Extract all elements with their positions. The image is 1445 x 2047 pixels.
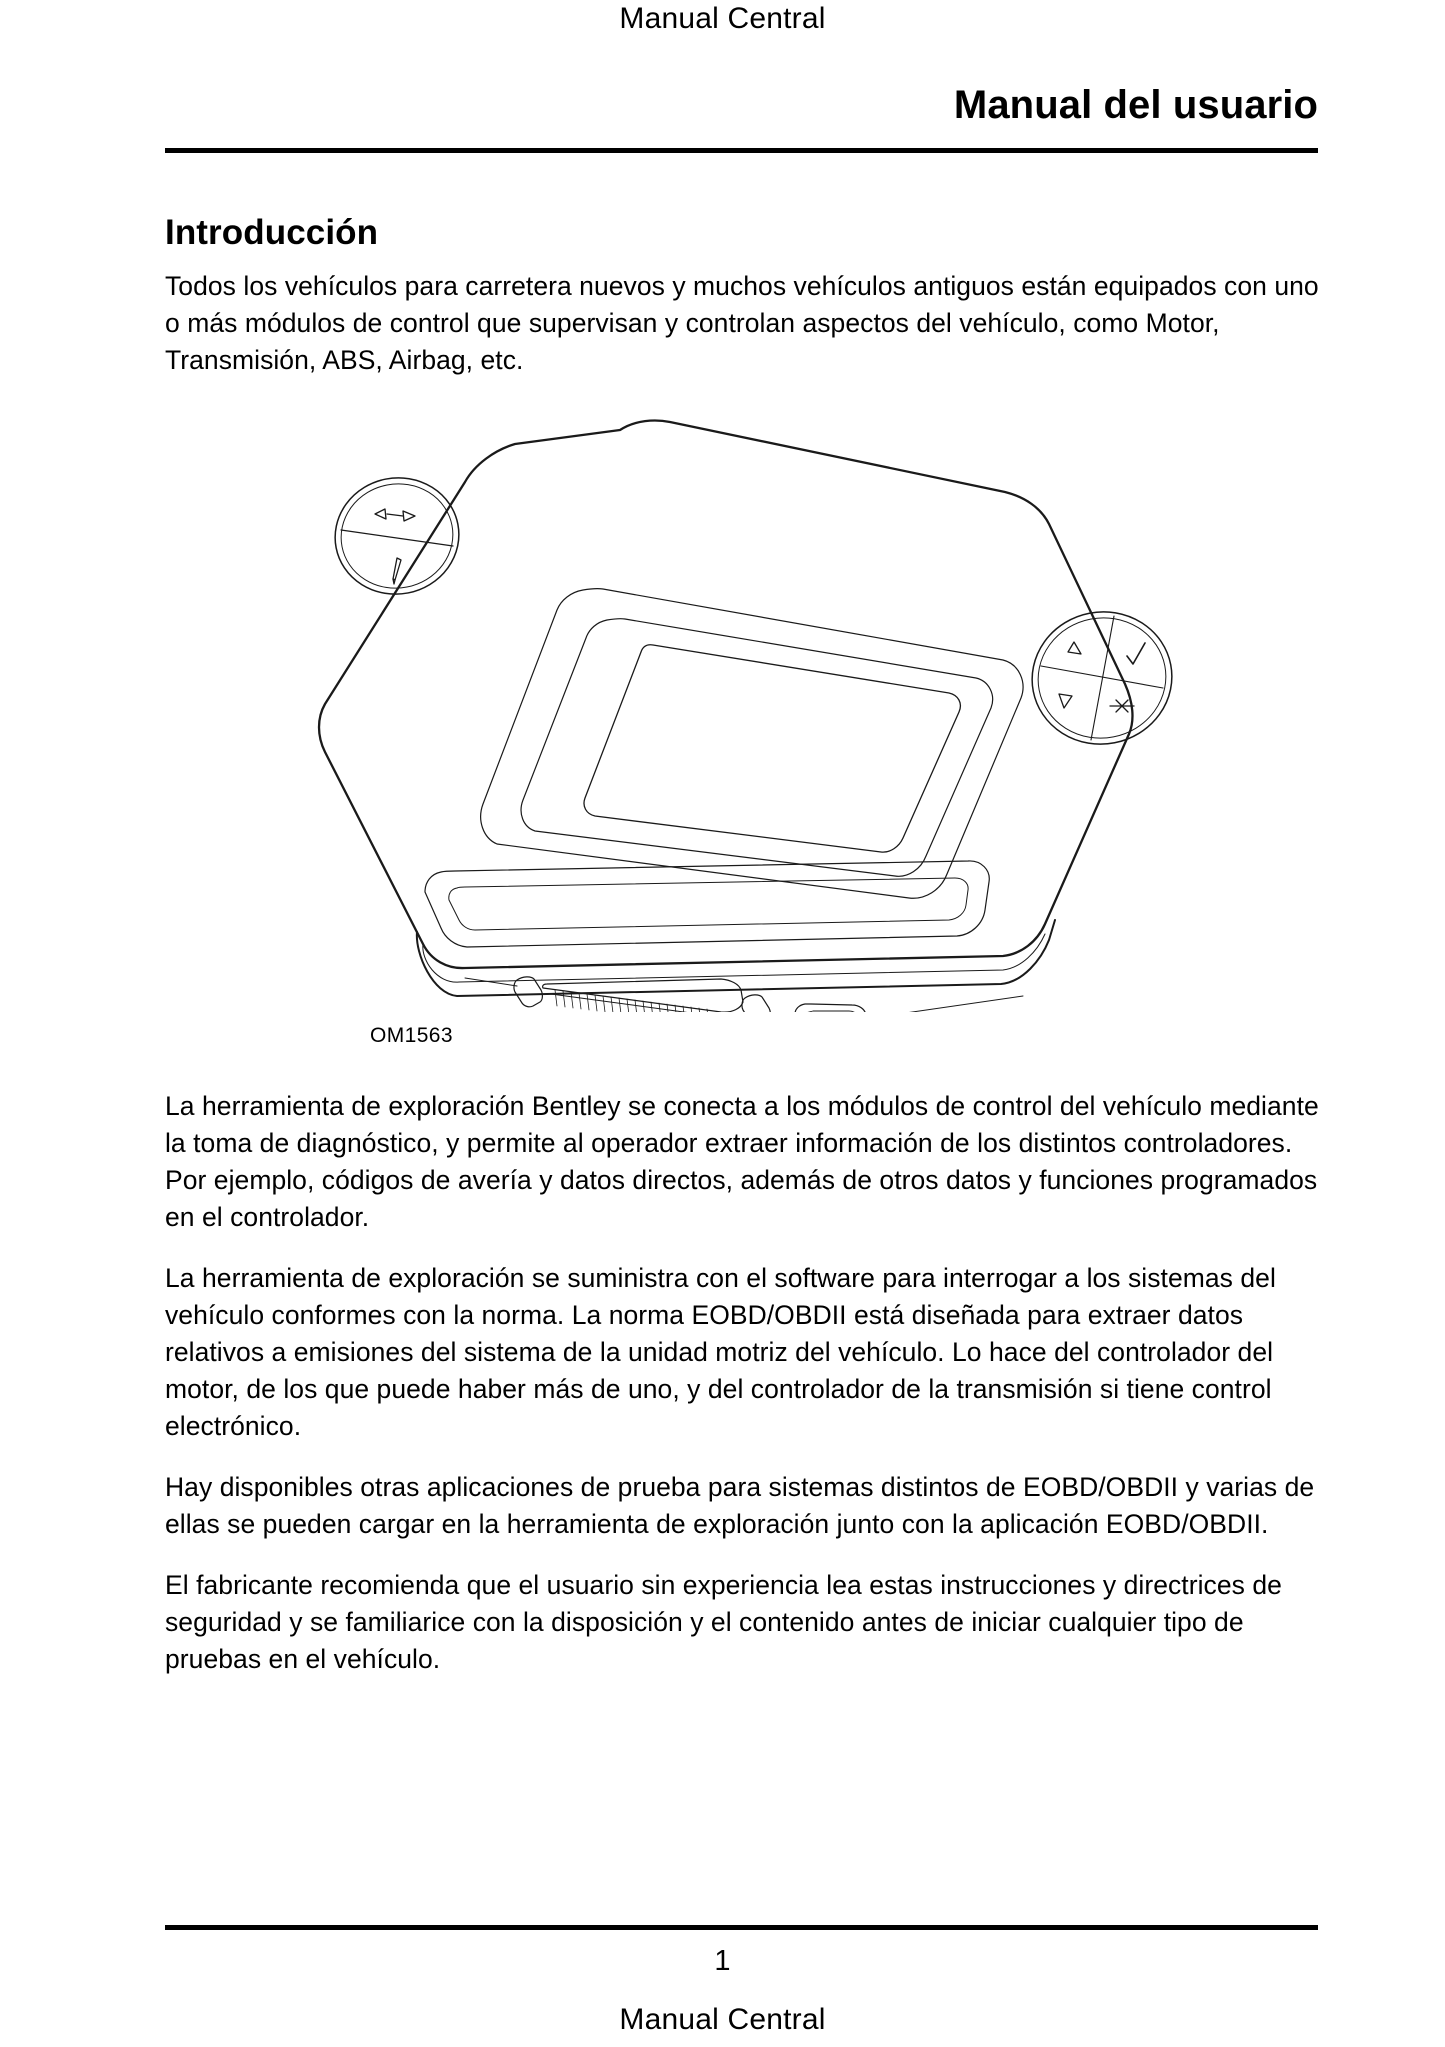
- running-foot: Manual Central: [619, 2003, 826, 2036]
- header-divider: [165, 148, 1318, 153]
- section-title: Introducción: [165, 213, 379, 252]
- figure-caption: OM1563: [370, 1024, 453, 1047]
- down-arrow-icon: [1059, 694, 1072, 708]
- up-arrow-icon: [1068, 642, 1081, 654]
- stylus-icon: [393, 558, 401, 584]
- left-right-arrows-icon: [375, 509, 415, 521]
- page-content: [165, 212, 1320, 1678]
- paragraph-1: Todos los vehículos para carretera nuevos y muchos vehículos antiguos están equipados con uno o más módulos de control que supervisan y controlan aspectos del vehículo, como Motor, Transmisión, ABS, Airbag, etc.: [165, 271, 1319, 375]
- document-title: Manual del usuario: [953, 83, 1318, 127]
- scan-tool-illustration: [165, 412, 1320, 1012]
- running-head: Manual Central: [619, 2, 826, 35]
- paragraph-2: La herramienta de exploración Bentley se conecta a los módulos de control del vehículo mediante la toma de diagnóstico, y permite al operador extraer información de los distintos controladores. Por ejemplo, códigos de avería y datos directos, además de otros datos y funciones programados en el controlador.: [165, 1091, 1319, 1232]
- paragraph-3: La herramienta de exploración se suministra con el software para interrogar a los sistemas del vehículo conformes con la norma. La norma EOBD/OBDII está diseñada para extraer datos relativos a emisiones del sistema de la unidad motriz del vehículo. Lo hace del controlador del motor, de los que puede haber más de uno, y del controlador de la transmisión si tiene control electrónico.: [165, 1263, 1276, 1441]
- paragraph-5: El fabricante recomienda que el usuario sin experiencia lea estas instrucciones y directrices de seguridad y se familiarice con la disposición y el contenido antes de iniciar cualquier tipo de pruebas en el vehículo.: [165, 1570, 1282, 1674]
- check-icon: [1127, 643, 1145, 664]
- footer-divider: [165, 1925, 1318, 1930]
- paragraph-4: Hay disponibles otras aplicaciones de prueba para sistemas distintos de EOBD/OBDII y varias de ellas se pueden cargar en la herramienta de exploración junto con la aplicación EOBD/OBDII.: [165, 1472, 1315, 1539]
- figure-scan-tool: [165, 412, 1320, 1072]
- page-number: 1: [714, 1945, 731, 1977]
